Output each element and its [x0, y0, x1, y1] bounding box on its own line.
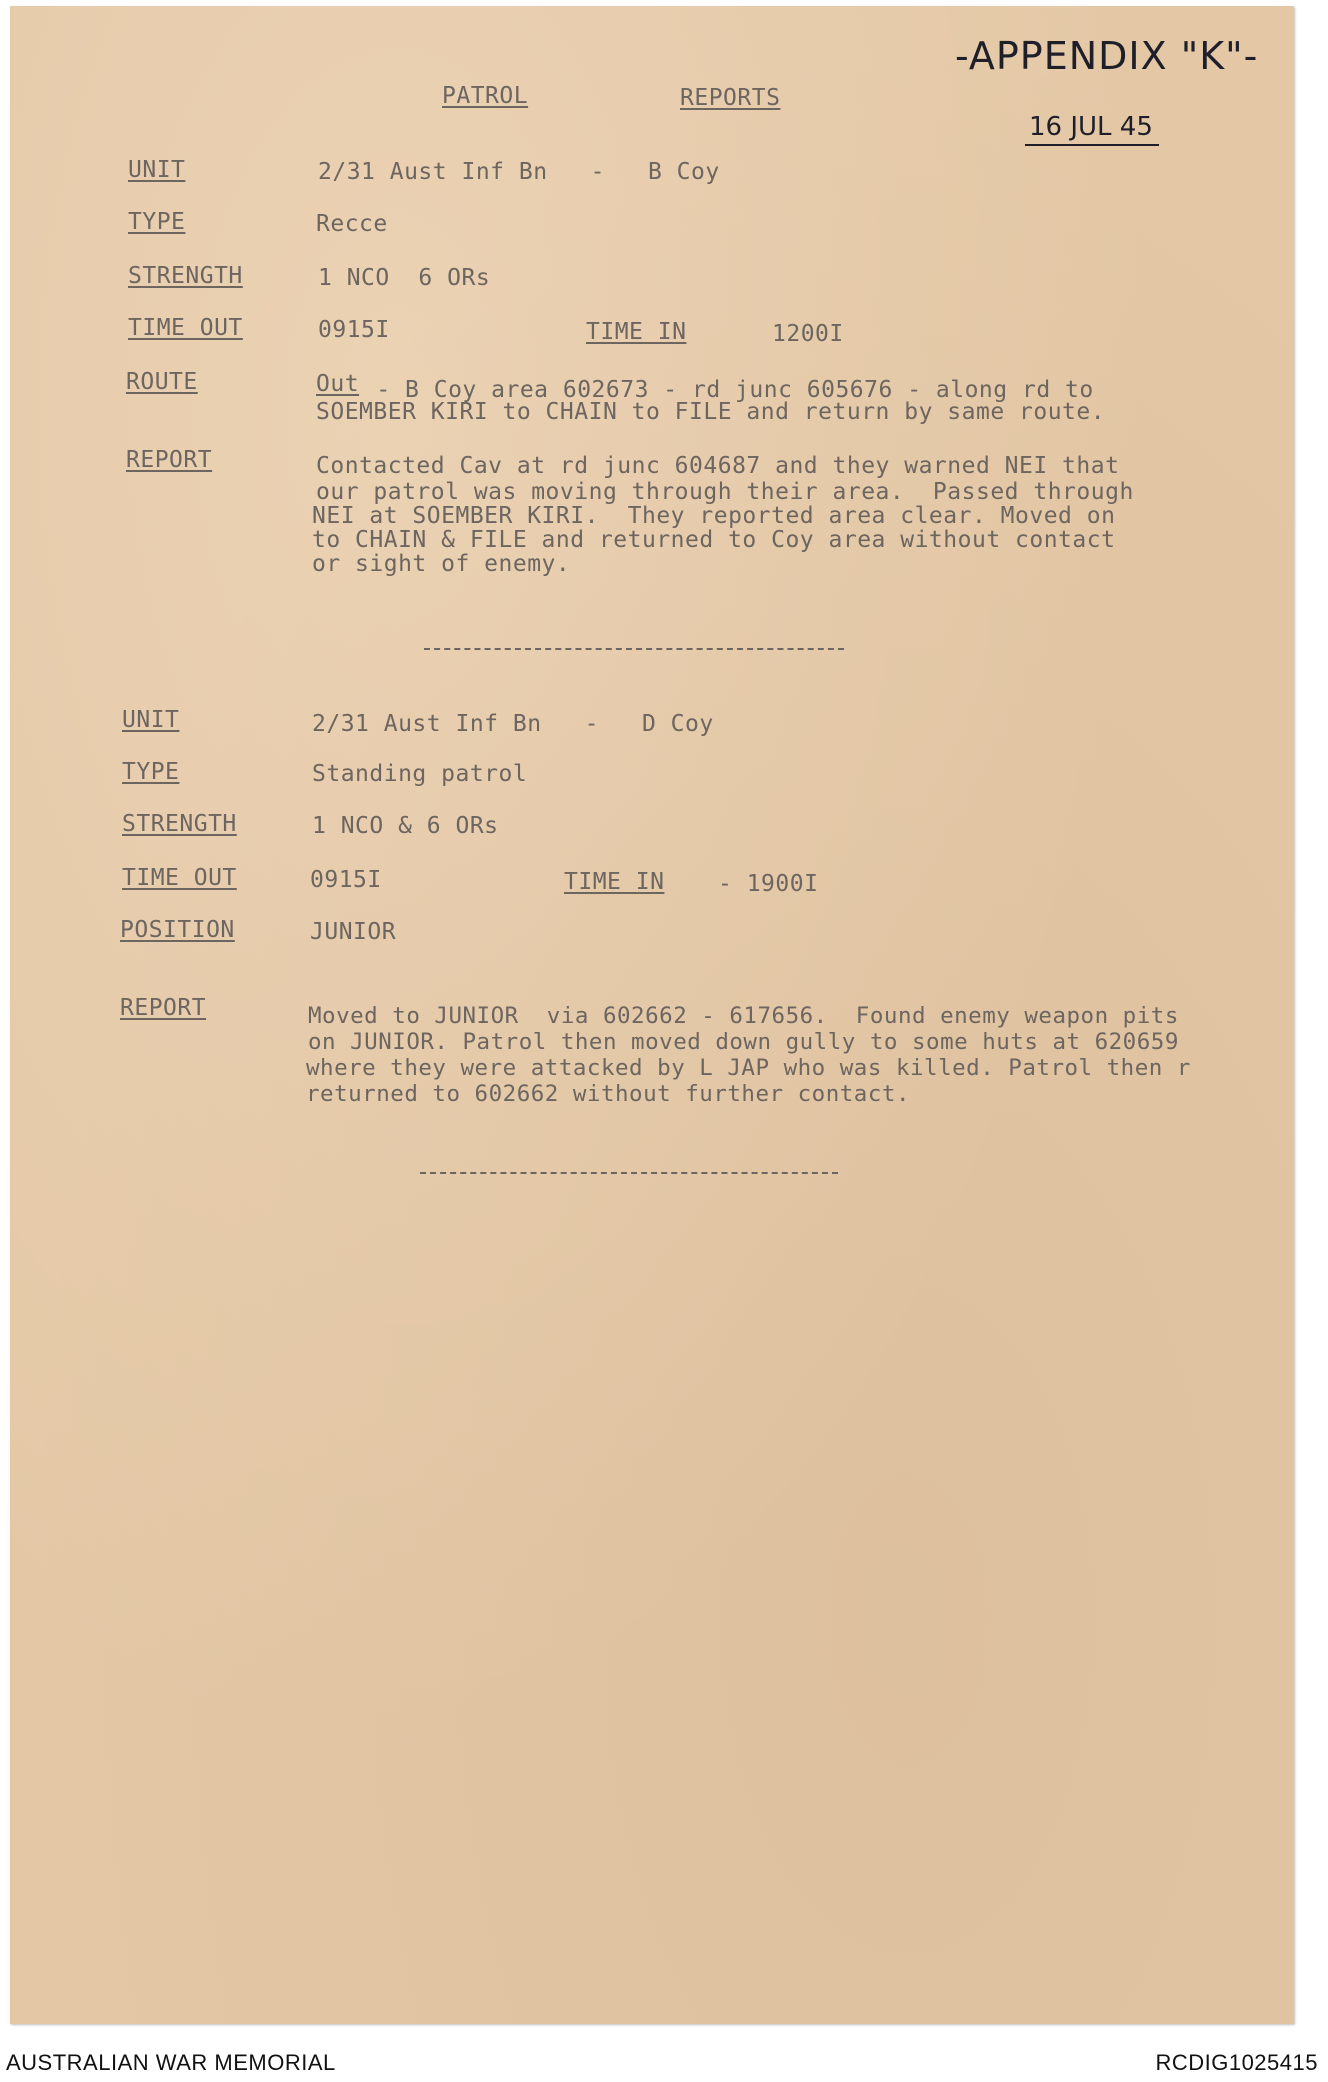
date-stamp: 16 JUL 45 [1025, 112, 1159, 146]
report-line-3: NEI at SOEMBER KIRI. They reported area clear. Moved on [312, 503, 1116, 529]
time-out-label: TIME OUT [122, 865, 237, 891]
report-line-4: to CHAIN & FILE and returned to Coy area without contact [312, 527, 1116, 553]
strength-label: STRENGTH [122, 811, 237, 837]
time-in-label: TIME IN [564, 869, 665, 895]
report-line-3: where they were attacked by L JAP who was killed. Patrol then r [306, 1055, 1191, 1081]
type-label: TYPE [122, 759, 180, 785]
report-line-2: on JUNIOR. Patrol then moved down gully to some huts at 620659 [308, 1029, 1179, 1055]
time-in-value: 1200I [772, 321, 844, 347]
time-in-label: TIME IN [586, 319, 687, 345]
section-divider-2 [420, 1172, 838, 1174]
footer-archive-name: AUSTRALIAN WAR MEMORIAL [6, 2050, 336, 2075]
unit-value: 2/31 Aust Inf Bn - B Coy [318, 159, 720, 185]
time-out-value: 0915I [310, 867, 382, 893]
report-line-2: our patrol was moving through their area. Passed through [316, 479, 1134, 505]
position-label: POSITION [120, 917, 235, 943]
time-out-value: 0915I [318, 317, 390, 343]
position-value: JUNIOR [310, 919, 397, 945]
report-line-1: Contacted Cav at rd junc 604687 and they warned NEI that [316, 453, 1120, 479]
report-line-5: or sight of enemy. [312, 551, 571, 577]
title-patrol: PATROL [442, 83, 529, 109]
type-value: Standing patrol [312, 761, 528, 787]
section-divider-1 [424, 648, 844, 650]
time-in-value: - 1900I [718, 871, 819, 897]
route-label: ROUTE [126, 369, 198, 395]
unit-value: 2/31 Aust Inf Bn - D Coy [312, 711, 714, 737]
unit-label: UNIT [128, 157, 186, 183]
report-line-4: returned to 602662 without further contact. [306, 1081, 910, 1107]
report-label: REPORT [120, 995, 207, 1021]
route-line-2: SOEMBER KIRI to CHAIN to FILE and return by same route. [316, 399, 1106, 425]
type-label: TYPE [128, 209, 186, 235]
strength-label: STRENGTH [128, 263, 243, 289]
type-value: Recce [316, 211, 388, 237]
strength-value: 1 NCO & 6 ORs [312, 813, 499, 839]
route-line-1: - B Coy area 602673 - rd junc 605676 - along rd to [362, 377, 1094, 403]
footer-record-id: RCDIG1025415 [1155, 2050, 1318, 2075]
report-label: REPORT [126, 447, 213, 473]
unit-label: UNIT [122, 707, 180, 733]
time-out-label: TIME OUT [128, 315, 243, 341]
title-reports: REPORTS [680, 85, 781, 111]
report-line-1: Moved to JUNIOR via 602662 - 617656. Found enemy weapon pits [308, 1003, 1179, 1029]
appendix-label: -APPENDIX "K"- [955, 34, 1259, 78]
strength-value: 1 NCO 6 ORs [318, 265, 491, 291]
route-out-label: Out [316, 371, 360, 397]
